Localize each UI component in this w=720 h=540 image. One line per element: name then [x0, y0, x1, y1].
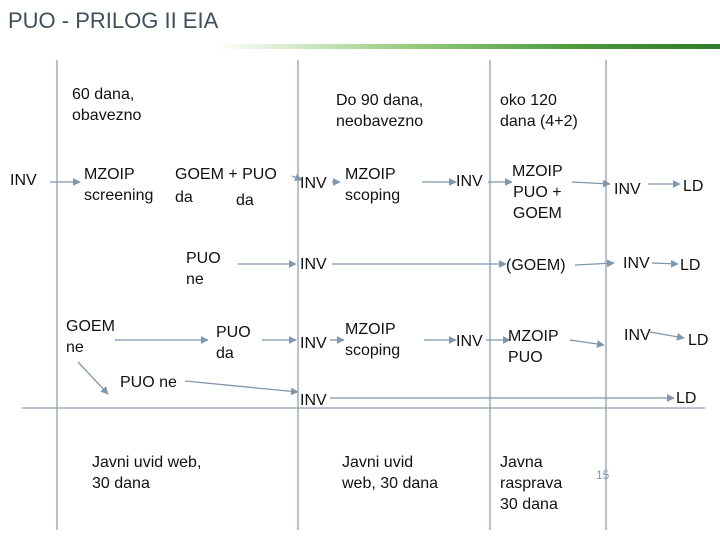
- ld-1: LD: [683, 178, 704, 195]
- arrow-puone2-to-inv: [185, 381, 298, 392]
- mzoip-puo: MZOIP PUO: [508, 328, 559, 366]
- da-label-2: da: [236, 192, 254, 209]
- inv-row2: INV: [300, 256, 327, 273]
- arrow-goemne-to-puone: [78, 362, 108, 394]
- header-oko-120-dana: oko 120 dana (4+2): [500, 92, 578, 130]
- header-60-dana: 60 dana, obavezno: [72, 86, 142, 124]
- page-number: 15: [596, 468, 610, 482]
- goem-ne: GOEM ne: [66, 318, 115, 356]
- inv-row1: INV: [300, 175, 327, 192]
- javna-rasprava: Javna rasprava 30 dana: [500, 454, 563, 513]
- ld-4: LD: [676, 390, 697, 407]
- mzoip-screening: MZOIP screening: [84, 166, 154, 204]
- arrow-mzoip-to-inv3c: [570, 340, 604, 345]
- puo-ne-1: PUO ne: [186, 250, 221, 288]
- da-label-1: da: [175, 189, 193, 206]
- puo-ne-2: PUO ne: [120, 374, 177, 391]
- inv-row2b: INV: [623, 255, 650, 272]
- mzoip-scoping-2: MZOIP scoping: [345, 321, 401, 359]
- mzoip-puo-goem: MZOIP PUO + GOEM: [512, 163, 563, 222]
- arrow-inv-to-ld-2: [652, 263, 678, 264]
- arrow-mzoip-to-inv: [572, 182, 610, 184]
- goem-paren: (GOEM): [506, 257, 566, 274]
- arrow-goem-to-inv: [575, 263, 614, 265]
- inv-start: INV: [10, 172, 37, 189]
- ld-2: LD: [680, 257, 701, 274]
- inv-row3c: INV: [624, 327, 651, 344]
- mzoip-scoping-1: MZOIP scoping: [345, 166, 401, 204]
- slide-title: PUO - PRILOG II EIA: [8, 8, 219, 33]
- ld-3: LD: [688, 332, 709, 349]
- inv-row3: INV: [300, 335, 327, 352]
- inv-row4: INV: [300, 392, 327, 409]
- inv-row1b: INV: [456, 173, 483, 190]
- javni-uvid-web-2: Javni uvid web, 30 dana: [342, 454, 439, 492]
- header-do-90-dana: Do 90 dana, neobavezno: [336, 92, 424, 130]
- puo-da: PUO da: [216, 324, 251, 362]
- inv-row1c: INV: [614, 181, 641, 198]
- goem-puo: GOEM + PUO: [175, 166, 277, 183]
- inv-row3b: INV: [456, 333, 483, 350]
- javni-uvid-web-1: Javni uvid web, 30 dana: [92, 454, 202, 492]
- arrow-inv3c-to-ld: [650, 332, 684, 338]
